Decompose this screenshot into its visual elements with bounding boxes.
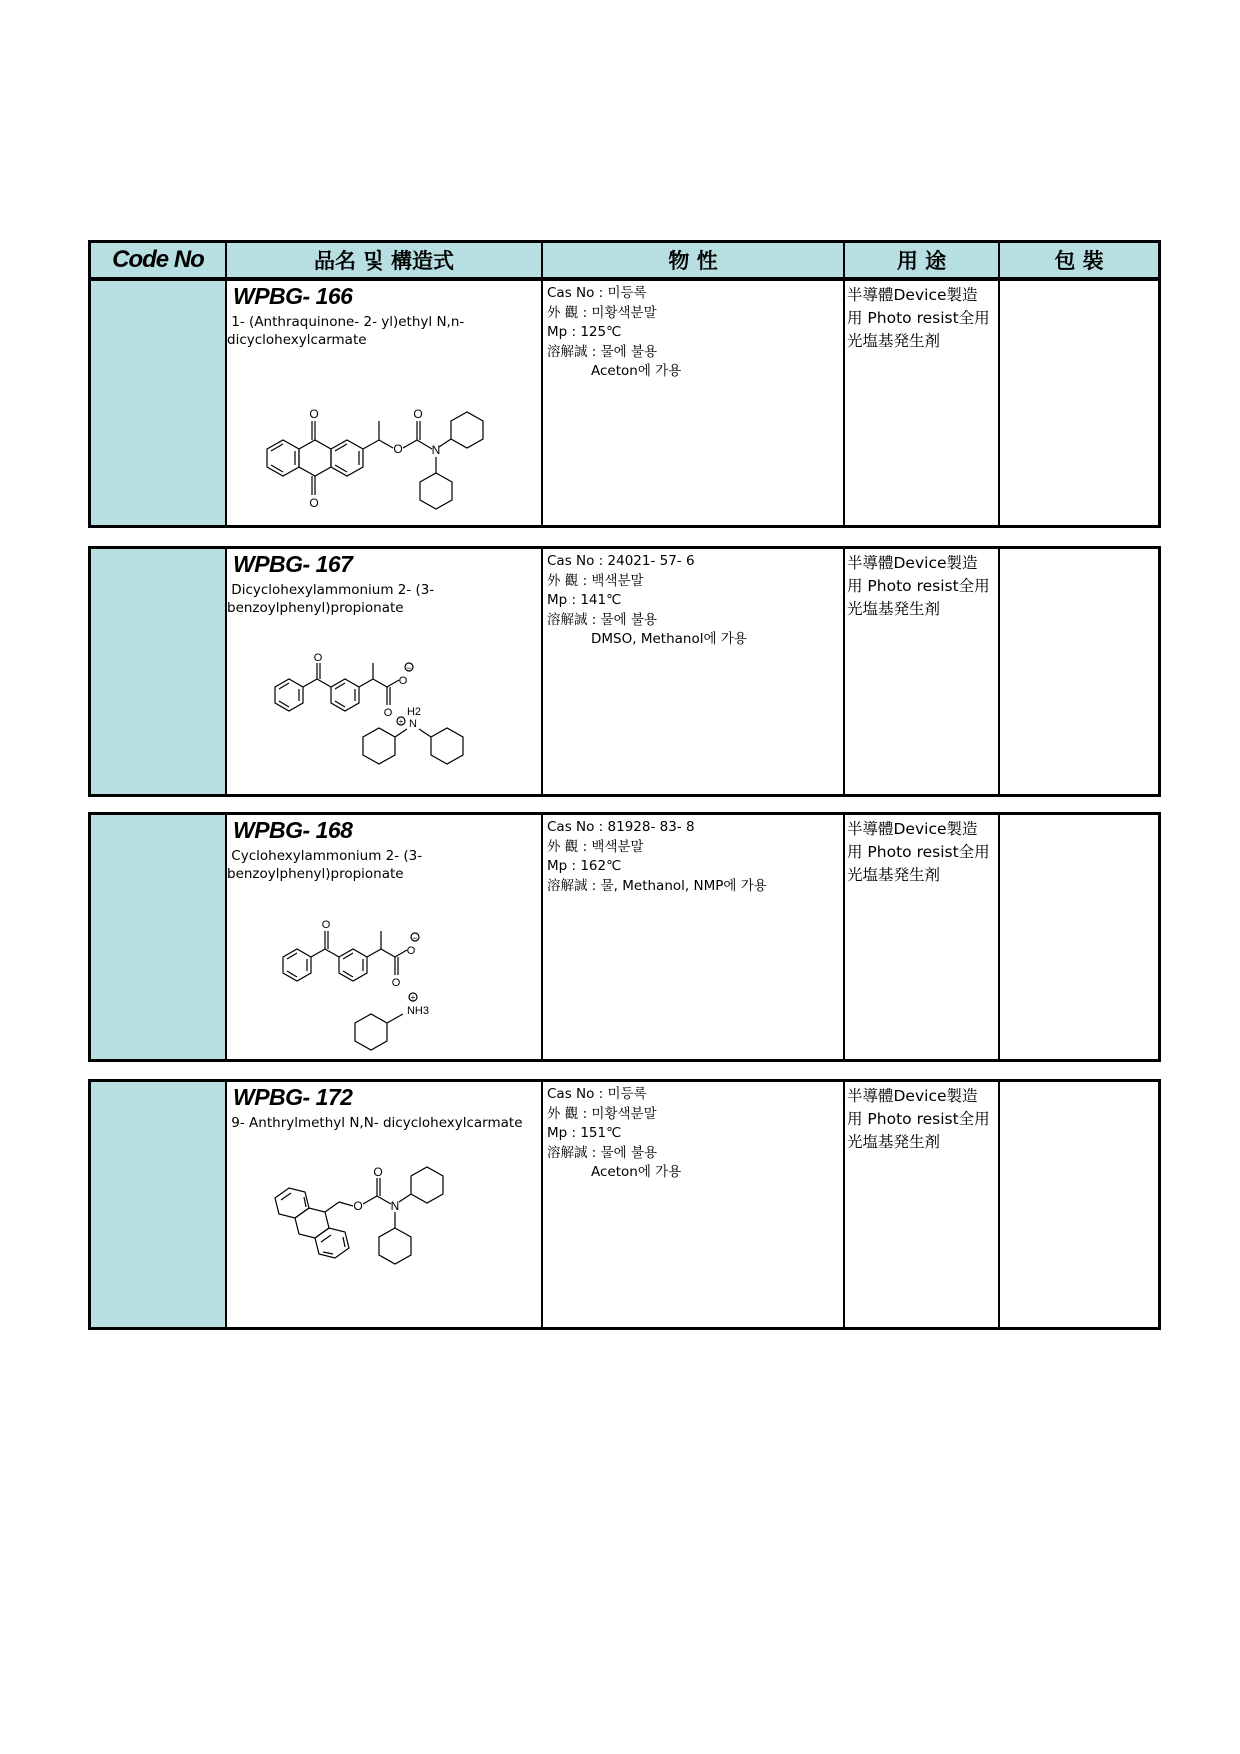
product-name: 1- (Anthraquinone- 2- yl)ethyl N,n- dicyclohexylcarmate — [227, 314, 465, 348]
packaging-cell — [1000, 815, 1158, 1059]
name-structure-cell — [227, 281, 543, 525]
product-row — [88, 1079, 1161, 1330]
chemical-structure — [227, 653, 543, 793]
solubility-extra: DMSO, Methanol에 가용 — [591, 631, 747, 647]
properties-cell — [543, 549, 845, 794]
charge-label: − — [406, 663, 412, 673]
usage-line: 光塩基発生剤 — [847, 866, 941, 884]
cas-number: Cas No : 24021- 57- 6 — [547, 553, 695, 569]
table-header — [88, 240, 1161, 280]
usage-line: 半導體Device製造 — [847, 286, 978, 304]
usage-cell — [845, 549, 1000, 794]
product-name: 9- Anthrylmethyl N,N- dicyclohexylcarmate — [227, 1115, 523, 1131]
name-structure-cell — [227, 815, 543, 1059]
appearance: 外 觀 : 미황색분말 — [547, 304, 657, 321]
properties-cell — [543, 281, 845, 525]
atom-label: O — [321, 919, 331, 931]
atom-label: N — [431, 443, 441, 457]
header-code-no: Code No — [91, 243, 227, 277]
atom-label: NH3 — [406, 1005, 430, 1017]
atom-label: O — [406, 945, 416, 957]
usage-line: 光塩基発生剤 — [847, 332, 941, 350]
atom-label: O — [313, 653, 323, 664]
usage-line: 光塩基発生剤 — [847, 600, 941, 618]
melting-point: Mp : 141℃ — [547, 592, 622, 608]
melting-point: Mp : 125℃ — [547, 324, 622, 340]
atom-label: O — [309, 496, 319, 510]
solubility-extra: Aceton에 가용 — [591, 1164, 682, 1180]
atom-label: O — [373, 1166, 383, 1179]
atom-label: N — [390, 1199, 400, 1213]
charge-label: + — [398, 717, 404, 726]
name-structure-cell — [227, 1082, 543, 1327]
product-code: WPBG- 168 — [233, 817, 353, 843]
appearance: 外 觀 : 백색분말 — [547, 572, 644, 589]
appearance: 外 觀 : 미황색분말 — [547, 1105, 657, 1122]
usage-line: 光塩基発生剤 — [847, 1133, 941, 1151]
product-code: WPBG- 172 — [233, 1084, 353, 1110]
usage-cell — [845, 281, 1000, 525]
usage-cell — [845, 1082, 1000, 1327]
packaging-cell — [1000, 281, 1158, 525]
chemical-structure — [227, 913, 543, 1059]
header-name-structure: 品名 및 構造式 — [227, 243, 543, 277]
cas-number: Cas No : 미등록 — [547, 285, 647, 301]
code-cell — [91, 549, 227, 794]
cas-number: Cas No : 미등록 — [547, 1086, 647, 1102]
name-structure-cell — [227, 549, 543, 794]
cas-number: Cas No : 81928- 83- 8 — [547, 819, 695, 835]
code-cell — [91, 815, 227, 1059]
atom-label: O — [309, 407, 319, 421]
header-usage: 用 途 — [845, 243, 1000, 277]
solubility: 溶解誠 : 물에 불용 — [547, 343, 658, 360]
properties-cell — [543, 815, 845, 1059]
product-row — [88, 278, 1161, 528]
chemical-structure — [227, 1166, 543, 1327]
atom-label: O — [413, 407, 423, 421]
appearance: 外 觀 : 백색분말 — [547, 838, 644, 855]
atom-label: O — [391, 977, 401, 989]
usage-line: 半導體Device製造 — [847, 1087, 978, 1105]
product-row — [88, 812, 1161, 1062]
product-code: WPBG- 167 — [233, 551, 353, 577]
atom-label: O — [383, 707, 393, 719]
solubility: 溶解誠 : 물에 불용 — [547, 1144, 658, 1161]
usage-cell — [845, 815, 1000, 1059]
packaging-cell — [1000, 549, 1158, 794]
usage-line: 用 Photo resist全用 — [847, 309, 990, 327]
solubility: 溶解誠 : 물, Methanol, NMP에 가용 — [547, 877, 767, 894]
code-cell — [91, 281, 227, 525]
properties-cell — [543, 1082, 845, 1327]
header-properties: 物 性 — [543, 243, 845, 277]
solubility-extra: Aceton에 가용 — [591, 363, 682, 379]
product-name: Cyclohexylammonium 2- (3- benzoylphenyl)propionate — [227, 848, 423, 882]
atom-label: N — [409, 718, 417, 730]
solubility: 溶解誠 : 물에 불용 — [547, 611, 658, 628]
charge-label: + — [410, 993, 416, 1002]
usage-line: 半導體Device製造 — [847, 820, 978, 838]
product-name: Dicyclohexylammonium 2- (3- benzoylphenyl)propionate — [227, 582, 435, 616]
atom-label: O — [393, 442, 403, 456]
usage-line: 用 Photo resist全用 — [847, 1110, 990, 1128]
usage-line: 用 Photo resist全用 — [847, 843, 990, 861]
packaging-cell — [1000, 1082, 1158, 1327]
product-code: WPBG- 166 — [233, 283, 353, 309]
atom-label: O — [398, 675, 408, 687]
usage-line: 用 Photo resist全用 — [847, 577, 990, 595]
code-cell — [91, 1082, 227, 1327]
atom-label: O — [353, 1199, 363, 1213]
atom-label: H2 — [406, 706, 422, 718]
header-packaging: 包 裝 — [1054, 249, 1104, 273]
melting-point: Mp : 162℃ — [547, 858, 622, 874]
chemical-structure — [227, 391, 543, 525]
melting-point: Mp : 151℃ — [547, 1125, 622, 1141]
product-row — [88, 546, 1161, 797]
charge-label: − — [412, 933, 418, 943]
usage-line: 半導體Device製造 — [847, 554, 978, 572]
